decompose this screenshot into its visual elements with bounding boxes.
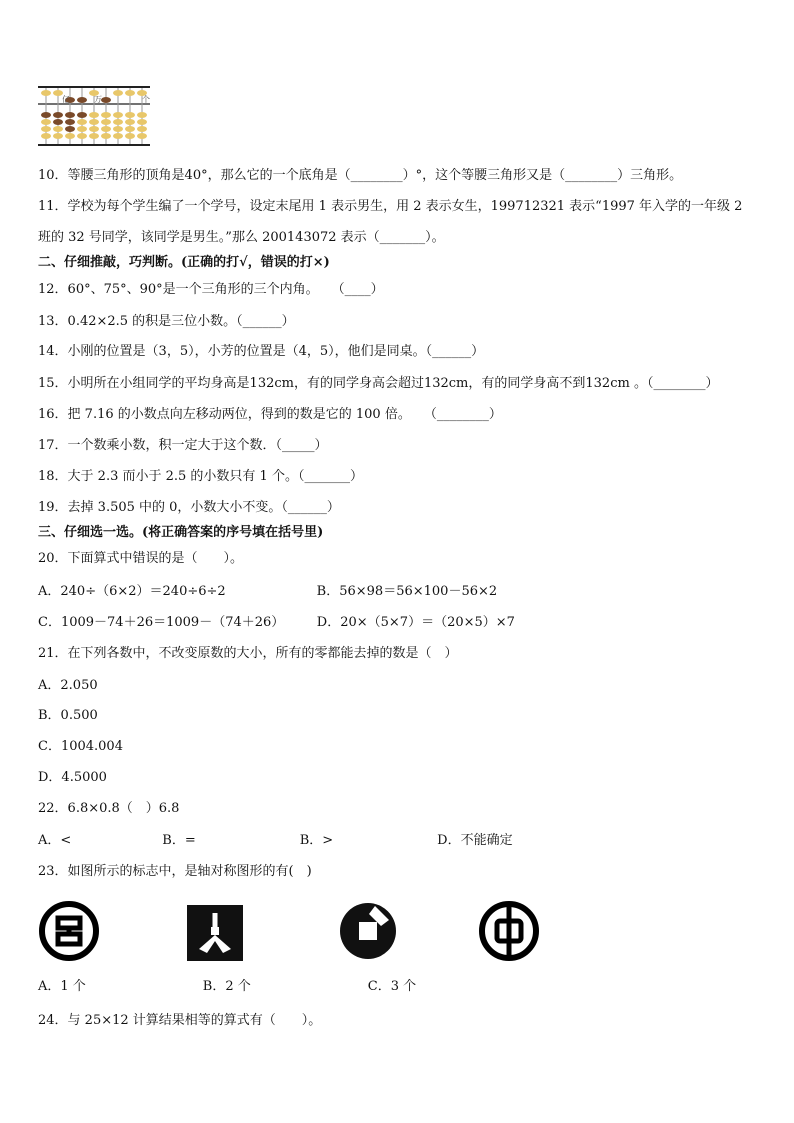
abacus-bead [77, 112, 87, 118]
question-line: 16．把 7.16 的小数点向左移动两位，得到的数是它的 100 倍。 （________） [38, 407, 502, 422]
abacus-bead [41, 90, 51, 96]
svg-text:亿: 亿 [62, 95, 70, 104]
abacus-bead [125, 126, 135, 132]
abacus-bead [77, 119, 87, 125]
icbc-logo-icon [38, 900, 100, 962]
abacus-bead [113, 126, 123, 132]
question-line: B．0.500 [38, 708, 98, 723]
question-line: 18．大于 2.3 而小于 2.5 的小数只有 1 个。（_______） [38, 469, 363, 484]
abacus-bead [53, 119, 63, 125]
abacus-bead [89, 133, 99, 139]
abacus-bead [53, 133, 63, 139]
question-line: 21．在下列各数中，不改变原数的大小，所有的零都能去掉的数是（ ） [38, 646, 458, 661]
question-line: C．1009－74＋26＝1009－（74＋26） D．20×（5×7）＝（20×5）×7 [38, 615, 515, 630]
abacus-bead [53, 126, 63, 132]
abacus-bead [89, 112, 99, 118]
question-line: 14．小刚的位置是（3，5），小芳的位置是（4，5），他们是同桌。（______） [38, 344, 485, 359]
question-line: 12．60°、75°、90°是一个三角形的三个内角。 （____） [38, 282, 384, 297]
question-line: 10．等腰三角形的顶角是40°，那么它的一个底角是（________）°，这个等腰三角形又是（________）三角形。 [38, 168, 683, 183]
question-line: A．< B．= B．> D．不能确定 [38, 833, 513, 848]
abacus-bead [101, 119, 111, 125]
question-line: A．2.050 [38, 678, 98, 693]
abacus-bead [41, 119, 51, 125]
abacus-bead [41, 133, 51, 139]
abacus-bead [41, 126, 51, 132]
question-line: 20．下面算式中错误的是（ ）。 [38, 551, 244, 566]
abacus-bead [125, 112, 135, 118]
svg-text:个: 个 [142, 95, 150, 104]
abacus-bead [89, 126, 99, 132]
question-line: 22．6.8×0.8（ ）6.8 [38, 801, 180, 816]
question-line: 13．0.42×2.5 的积是三位小数。（______） [38, 314, 295, 329]
abacus-bead [125, 119, 135, 125]
abacus-bead [101, 133, 111, 139]
abacus-bead [137, 112, 147, 118]
abacus-illustration [38, 85, 150, 147]
abacus-bead [65, 133, 75, 139]
question-line: C．1004.004 [38, 739, 123, 754]
abacus-bead [89, 119, 99, 125]
question-line: 24．与 25×12 计算结果相等的算式有（ ）。 [38, 1013, 322, 1028]
abacus-bead [41, 112, 51, 118]
question-line: D．4.5000 [38, 770, 107, 785]
question-line: 17．一个数乘小数，积一定大于这个数．（_____） [38, 438, 328, 453]
question-line: 班的 32 号同学，该同学是男生。”那么 200143072 表示（_______）。 [38, 230, 445, 245]
question-line: A．1 个 B．2 个 C．3 个 [38, 979, 417, 994]
bank-logo-square-icon [187, 905, 243, 961]
abacus-bead [137, 133, 147, 139]
abacus-bead [137, 126, 147, 132]
abacus-bead [65, 119, 75, 125]
question-line: 19．去掉 3.505 中的 0，小数大小不变。（______） [38, 500, 340, 515]
abacus-bead [113, 133, 123, 139]
abacus-bead [125, 133, 135, 139]
abacus-bead [53, 112, 63, 118]
svg-text:万: 万 [94, 95, 102, 104]
abacus-bead [77, 133, 87, 139]
abacus-bead [125, 90, 135, 96]
question-line: 11．学校为每个学生编了一个学号，设定末尾用 1 表示男生，用 2 表示女生，199712321 表示“1997 年入学的一年级 2 [38, 199, 743, 214]
abacus-bead [113, 90, 123, 96]
abacus-bead [65, 126, 75, 132]
bank-of-china-logo-icon [478, 900, 540, 962]
abacus-bead [101, 112, 111, 118]
abacus-bead [137, 119, 147, 125]
question-line: 23．如图所示的标志中，是轴对称图形的有( ) [38, 864, 312, 879]
question-line: 15．小明所在小组同学的平均身高是132cm，有的同学身高会超过132cm，有的同学身高不到132cm 。（________） [38, 376, 719, 391]
abacus-bead [77, 97, 87, 103]
abacus-bead [101, 97, 111, 103]
question-line: A．240÷（6×2）＝240÷6÷2 B．56×98＝56×100－56×2 [38, 584, 498, 599]
abacus-bead [65, 112, 75, 118]
abacus-bead [113, 119, 123, 125]
abacus-bead [113, 112, 123, 118]
section-heading: 三、仔细选一选。(将正确答案的序号填在括号里) [38, 525, 324, 540]
abacus-bead [101, 126, 111, 132]
abacus-bead [77, 126, 87, 132]
section-heading: 二、仔细推敲，巧判断。(正确的打√，错误的打×) [38, 255, 330, 270]
bank-logo-circle-icon [337, 900, 399, 962]
